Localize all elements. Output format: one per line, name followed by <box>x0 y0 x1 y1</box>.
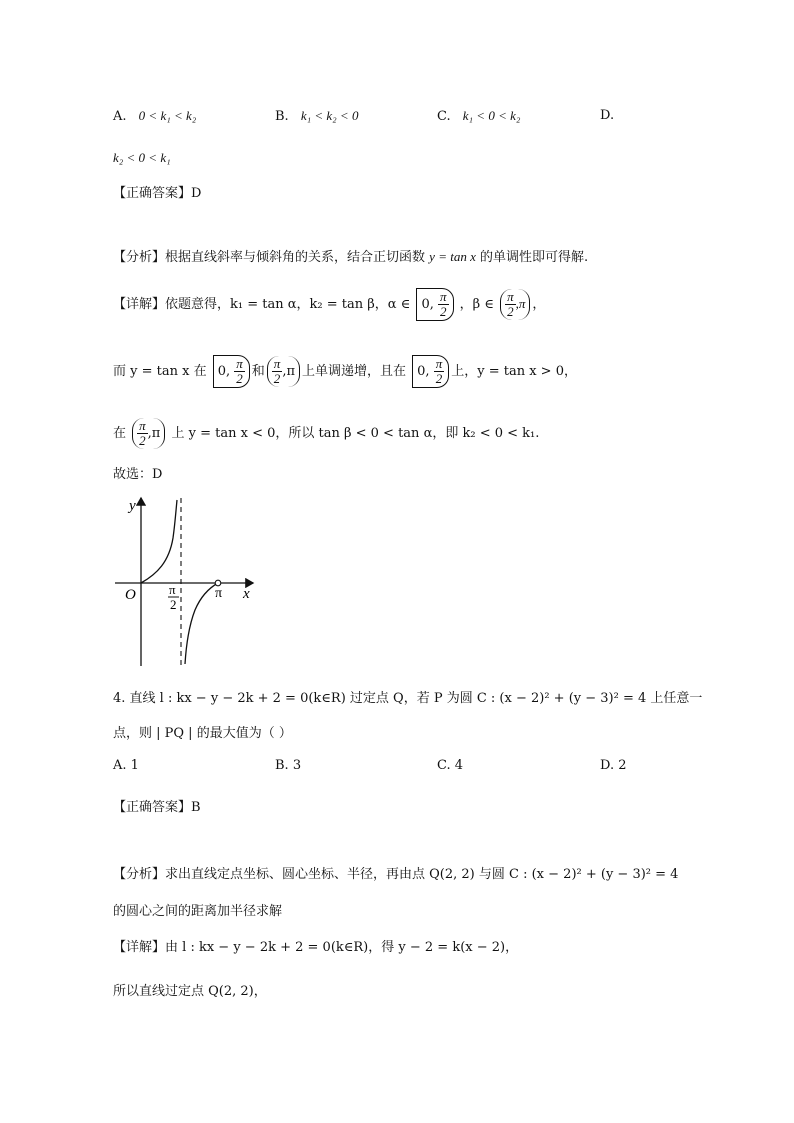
pi-over-2 <box>434 357 445 386</box>
q4-analysis-tag: 【分析】 <box>113 867 166 882</box>
q3-choice: 故选：D <box>113 467 163 482</box>
frac-num: π <box>139 418 146 433</box>
interval-end: ,π <box>515 296 526 311</box>
interval-end: ,π <box>147 426 161 441</box>
interval-0-pi-half <box>412 355 449 388</box>
pi-point <box>215 580 221 586</box>
option-a <box>113 106 196 127</box>
pi-over-2 <box>438 290 449 319</box>
pi-over-2 <box>505 290 516 319</box>
pi-half-num: π <box>169 582 176 597</box>
q4-option-d: D. 2 <box>600 758 627 773</box>
q3-detail-1b: ，β ∈ <box>459 297 494 312</box>
frac-num: π <box>439 289 447 304</box>
frac-den: 2 <box>439 304 447 319</box>
q4-stem-1: 4. 直线 l : kx − y − 2k + 2 = 0(k∈R) 过定点 Q，若 P 为圆 C : (x − 2)² + (y − 3)² = 4 上任意一 <box>113 691 703 706</box>
option-b-label: B. <box>275 109 289 124</box>
frac-den: 2 <box>273 371 281 386</box>
q3-detail-3b: 上 y = tan x < 0，所以 tan β < 0 < tan α，即 k₂ < 0 < k₁. <box>171 426 540 441</box>
pi-tick-label: π <box>215 586 223 601</box>
frac-den: 2 <box>236 371 243 386</box>
interval-pi-half-pi <box>132 418 165 449</box>
interval-start: 0, <box>417 364 430 379</box>
pi-over-2 <box>137 419 148 448</box>
q3-detail-line-2 <box>113 355 577 388</box>
q3-analysis-tail: 的单调性即可得解. <box>480 250 589 265</box>
interval-end: ,π <box>282 364 295 379</box>
q4-stem-2: 点，则 | PQ | 的最大值为（ ） <box>113 726 292 741</box>
frac-den: 2 <box>507 304 514 319</box>
q4-answer: 【正确答案】B <box>113 800 201 815</box>
frac-num: π <box>435 356 443 371</box>
q4-detail-2: 所以直线过定点 Q(2, 2)， <box>113 984 267 999</box>
frac-num: π <box>236 356 243 371</box>
pi-half-den: 2 <box>170 597 177 612</box>
interval-0-pi-half <box>416 288 453 321</box>
q4-detail-1: 由 l : kx − y − 2k + 2 = 0(k∈R)，得 y − 2 = k(x − 2)， <box>165 940 519 955</box>
q4-option-b: B. 3 <box>275 758 302 773</box>
option-d-label: D. <box>600 108 615 123</box>
q4-analysis-2: 的圆心之间的距离加半径求解 <box>113 904 283 919</box>
option-b <box>275 106 358 127</box>
option-b-expr: k₁ < k₂ < 0 <box>300 108 359 123</box>
y-axis-label: y <box>129 498 136 514</box>
interval-pi-half-pi <box>500 289 530 320</box>
option-a-expr: 0 < k₁ < k₂ <box>138 108 197 123</box>
x-axis-label: x <box>243 586 250 602</box>
option-d-expr: k₂ < 0 < k₁ <box>113 150 171 165</box>
q4-analysis-1: 求出直线定点坐标、圆心坐标、半径，再由点 Q(2, 2) 与圆 C : (x − 2)² + (y − 3)² = 4 <box>165 867 679 882</box>
q3-detail-2a: 而 y = tan x 在 <box>113 364 207 379</box>
pi-over-2 <box>272 357 283 386</box>
q4-detail-tag: 【详解】 <box>113 940 166 955</box>
interval-pi-half-pi <box>267 356 300 387</box>
interval-start: 0, <box>217 364 231 379</box>
q3-analysis-text: 根据直线斜率与倾斜角的关系，结合正切函数 <box>165 250 426 265</box>
interval-0-pi-half <box>213 355 250 388</box>
q4-analysis-line-1 <box>113 865 678 885</box>
q4-detail-line-1 <box>113 938 518 958</box>
frac-num: π <box>273 356 281 371</box>
tangent-graph <box>105 488 265 673</box>
interval-start: 0, <box>421 297 434 312</box>
option-c-label: C. <box>437 109 451 124</box>
q3-answer: 【正确答案】D <box>113 186 202 201</box>
option-a-label: A. <box>113 109 127 124</box>
q4-option-a: A. 1 <box>113 758 139 773</box>
q3-analysis-math: y = tan x <box>429 249 476 264</box>
q3-detail-2d: 上，y = tan x > 0， <box>451 364 577 379</box>
q3-detail-tag: 【详解】 <box>113 297 166 312</box>
q3-detail-3a: 在 <box>113 426 127 441</box>
q3-analysis-tag: 【分析】 <box>113 250 166 265</box>
frac-den: 2 <box>139 433 146 448</box>
tangent-branch-left <box>141 500 177 583</box>
pi-over-2 <box>234 357 245 386</box>
q3-detail-2b: 和 <box>251 364 265 379</box>
origin-label: O <box>125 587 136 603</box>
q3-analysis <box>113 247 588 268</box>
option-c <box>437 106 520 127</box>
tangent-branch-right <box>185 583 218 664</box>
q3-detail-line-1: 【详解】依题意得，k₁ = tan α，k₂ = tan β，α ∈ 0, $\frac{\pi}{2}$ ，β ∈ $\frac{\pi}{2}$ ,π ， <box>113 289 546 319</box>
q3-detail-line-3 <box>113 418 539 449</box>
q3-detail-2c: 上单调递增，且在 <box>302 364 407 379</box>
option-c-expr: k₁ < 0 < k₂ <box>462 108 521 123</box>
q4-option-c: C. 4 <box>437 758 464 773</box>
option-d <box>600 106 614 126</box>
frac-den: 2 <box>435 371 443 386</box>
q3-detail-1: 依题意得，k₁ = tan α，k₂ = tan β，α ∈ <box>165 297 411 312</box>
frac-num: π <box>507 289 514 304</box>
